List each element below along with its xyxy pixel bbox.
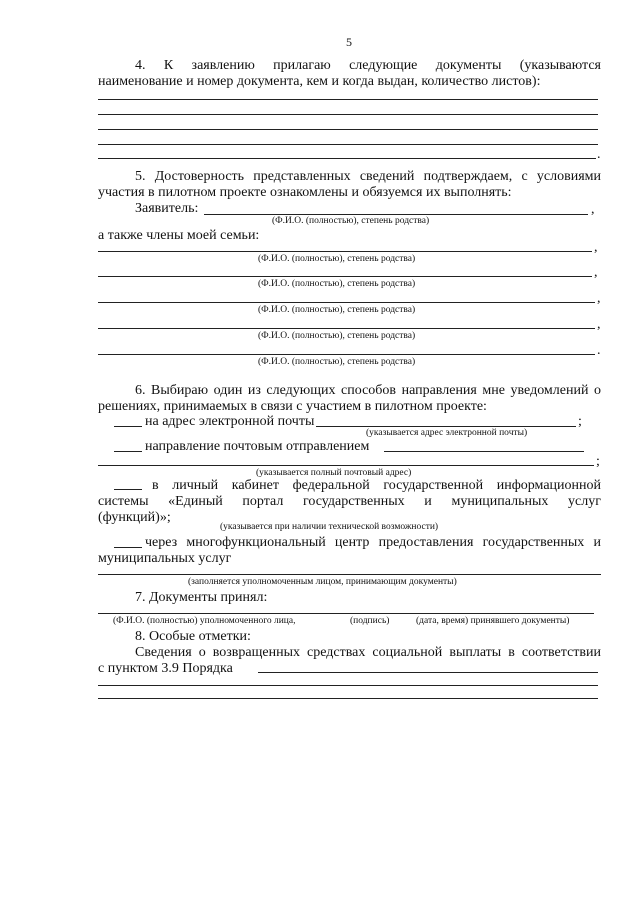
post-fill-line[interactable] xyxy=(384,451,584,452)
applicant-caption: (Ф.И.О. (полностью), степень родства) xyxy=(272,216,430,226)
item7-caption-name: (Ф.И.О. (полностью) уполномоченного лица, xyxy=(113,616,296,626)
item4-end-mark: . xyxy=(597,147,601,162)
post-address-fill-line[interactable] xyxy=(98,465,594,466)
mfc-option-checkbox-line[interactable] xyxy=(114,547,142,548)
applicant-fill-line xyxy=(204,214,588,215)
item8-line1: Сведения о возвращенных средствах социальной выплаты в соответствии xyxy=(135,645,601,660)
cabinet-option-line1: в личный кабинет федеральной государственной информационной xyxy=(152,478,601,493)
cabinet-option-line2: системы «Единый портал государственных и муниципальных услуг xyxy=(98,494,601,509)
mfc-fill-line[interactable] xyxy=(98,574,601,575)
family-row-end: . xyxy=(597,343,601,358)
post-end: ; xyxy=(596,454,600,469)
family-fill-line xyxy=(98,251,592,252)
family-fill-line xyxy=(98,276,592,277)
item4-fill-line xyxy=(98,129,598,130)
family-fill-line xyxy=(98,328,595,329)
email-end: ; xyxy=(578,414,582,429)
family-row-end: , xyxy=(594,265,598,280)
item5-heading-line2: участия в пилотном проекте ознакомлены и обязуемся их выполнять: xyxy=(98,185,512,200)
item4-fill-line xyxy=(98,144,598,145)
item8-label: 8. Особые отметки: xyxy=(135,629,251,644)
email-option-checkbox-line[interactable] xyxy=(114,426,142,427)
cabinet-caption: (указывается при наличии технической возможности) xyxy=(220,522,439,532)
post-option-checkbox-line[interactable] xyxy=(114,451,142,452)
item8-fill-line[interactable] xyxy=(258,672,598,673)
applicant-comma: , xyxy=(591,202,595,217)
cabinet-option-line3: (функций)»; xyxy=(98,510,171,525)
email-fill-line[interactable] xyxy=(316,426,576,427)
item8-line2: с пунктом 3.9 Порядка xyxy=(98,661,233,676)
item8-fill-line[interactable] xyxy=(98,685,598,686)
post-option-label: направление почтовым отправлением xyxy=(145,439,370,454)
email-caption: (указывается адрес электронной почты) xyxy=(366,428,528,438)
item8-fill-line[interactable] xyxy=(98,698,598,699)
family-caption: (Ф.И.О. (полностью), степень родства) xyxy=(258,279,416,289)
item4-heading-line1: 4. К заявлению прилагаю следующие документы (указываются xyxy=(135,58,601,73)
item5-heading-line1: 5. Достоверность представленных сведений подтверждаем, с условиями xyxy=(135,169,601,184)
mfc-caption: (заполняется уполномоченным лицом, принимающим документы) xyxy=(188,577,457,587)
post-caption: (указывается полный почтовый адрес) xyxy=(256,468,412,478)
family-fill-line xyxy=(98,354,595,355)
item6-heading-line1: 6. Выбираю один из следующих способов направления мне уведомлений о xyxy=(135,383,601,398)
email-option-label: на адрес электронной почты xyxy=(145,414,315,429)
item4-fill-line xyxy=(98,158,596,159)
family-caption: (Ф.И.О. (полностью), степень родства) xyxy=(258,305,416,315)
item7-label: 7. Документы принял: xyxy=(135,590,268,605)
family-caption: (Ф.И.О. (полностью), степень родства) xyxy=(258,357,416,367)
item7-caption-date: (дата, время) принявшего документы) xyxy=(416,616,570,626)
mfc-option-line2: муниципальных услуг xyxy=(98,551,232,566)
item4-heading-line2: наименование и номер документа, кем и когда выдан, количество листов): xyxy=(98,74,541,89)
family-caption: (Ф.И.О. (полностью), степень родства) xyxy=(258,331,416,341)
family-row-end: , xyxy=(597,291,601,306)
item7-fill-line[interactable] xyxy=(98,613,594,614)
applicant-label: Заявитель: xyxy=(135,201,199,216)
page-number: 5 xyxy=(346,35,352,49)
family-label: а также члены моей семьи: xyxy=(98,228,260,243)
family-row-end: , xyxy=(594,240,598,255)
family-caption: (Ф.И.О. (полностью), степень родства) xyxy=(258,254,416,264)
item6-heading-line2: решениях, принимаемых в связи с участием в пилотном проекте: xyxy=(98,399,487,414)
family-row-end: , xyxy=(597,317,601,332)
cabinet-option-checkbox-line[interactable] xyxy=(114,489,142,490)
item4-fill-line xyxy=(98,114,598,115)
item4-fill-line xyxy=(98,99,598,100)
item7-caption-sign: (подпись) xyxy=(350,616,390,626)
mfc-option-line1: через многофункциональный центр предоставления государственных и xyxy=(145,535,601,550)
family-fill-line xyxy=(98,302,595,303)
